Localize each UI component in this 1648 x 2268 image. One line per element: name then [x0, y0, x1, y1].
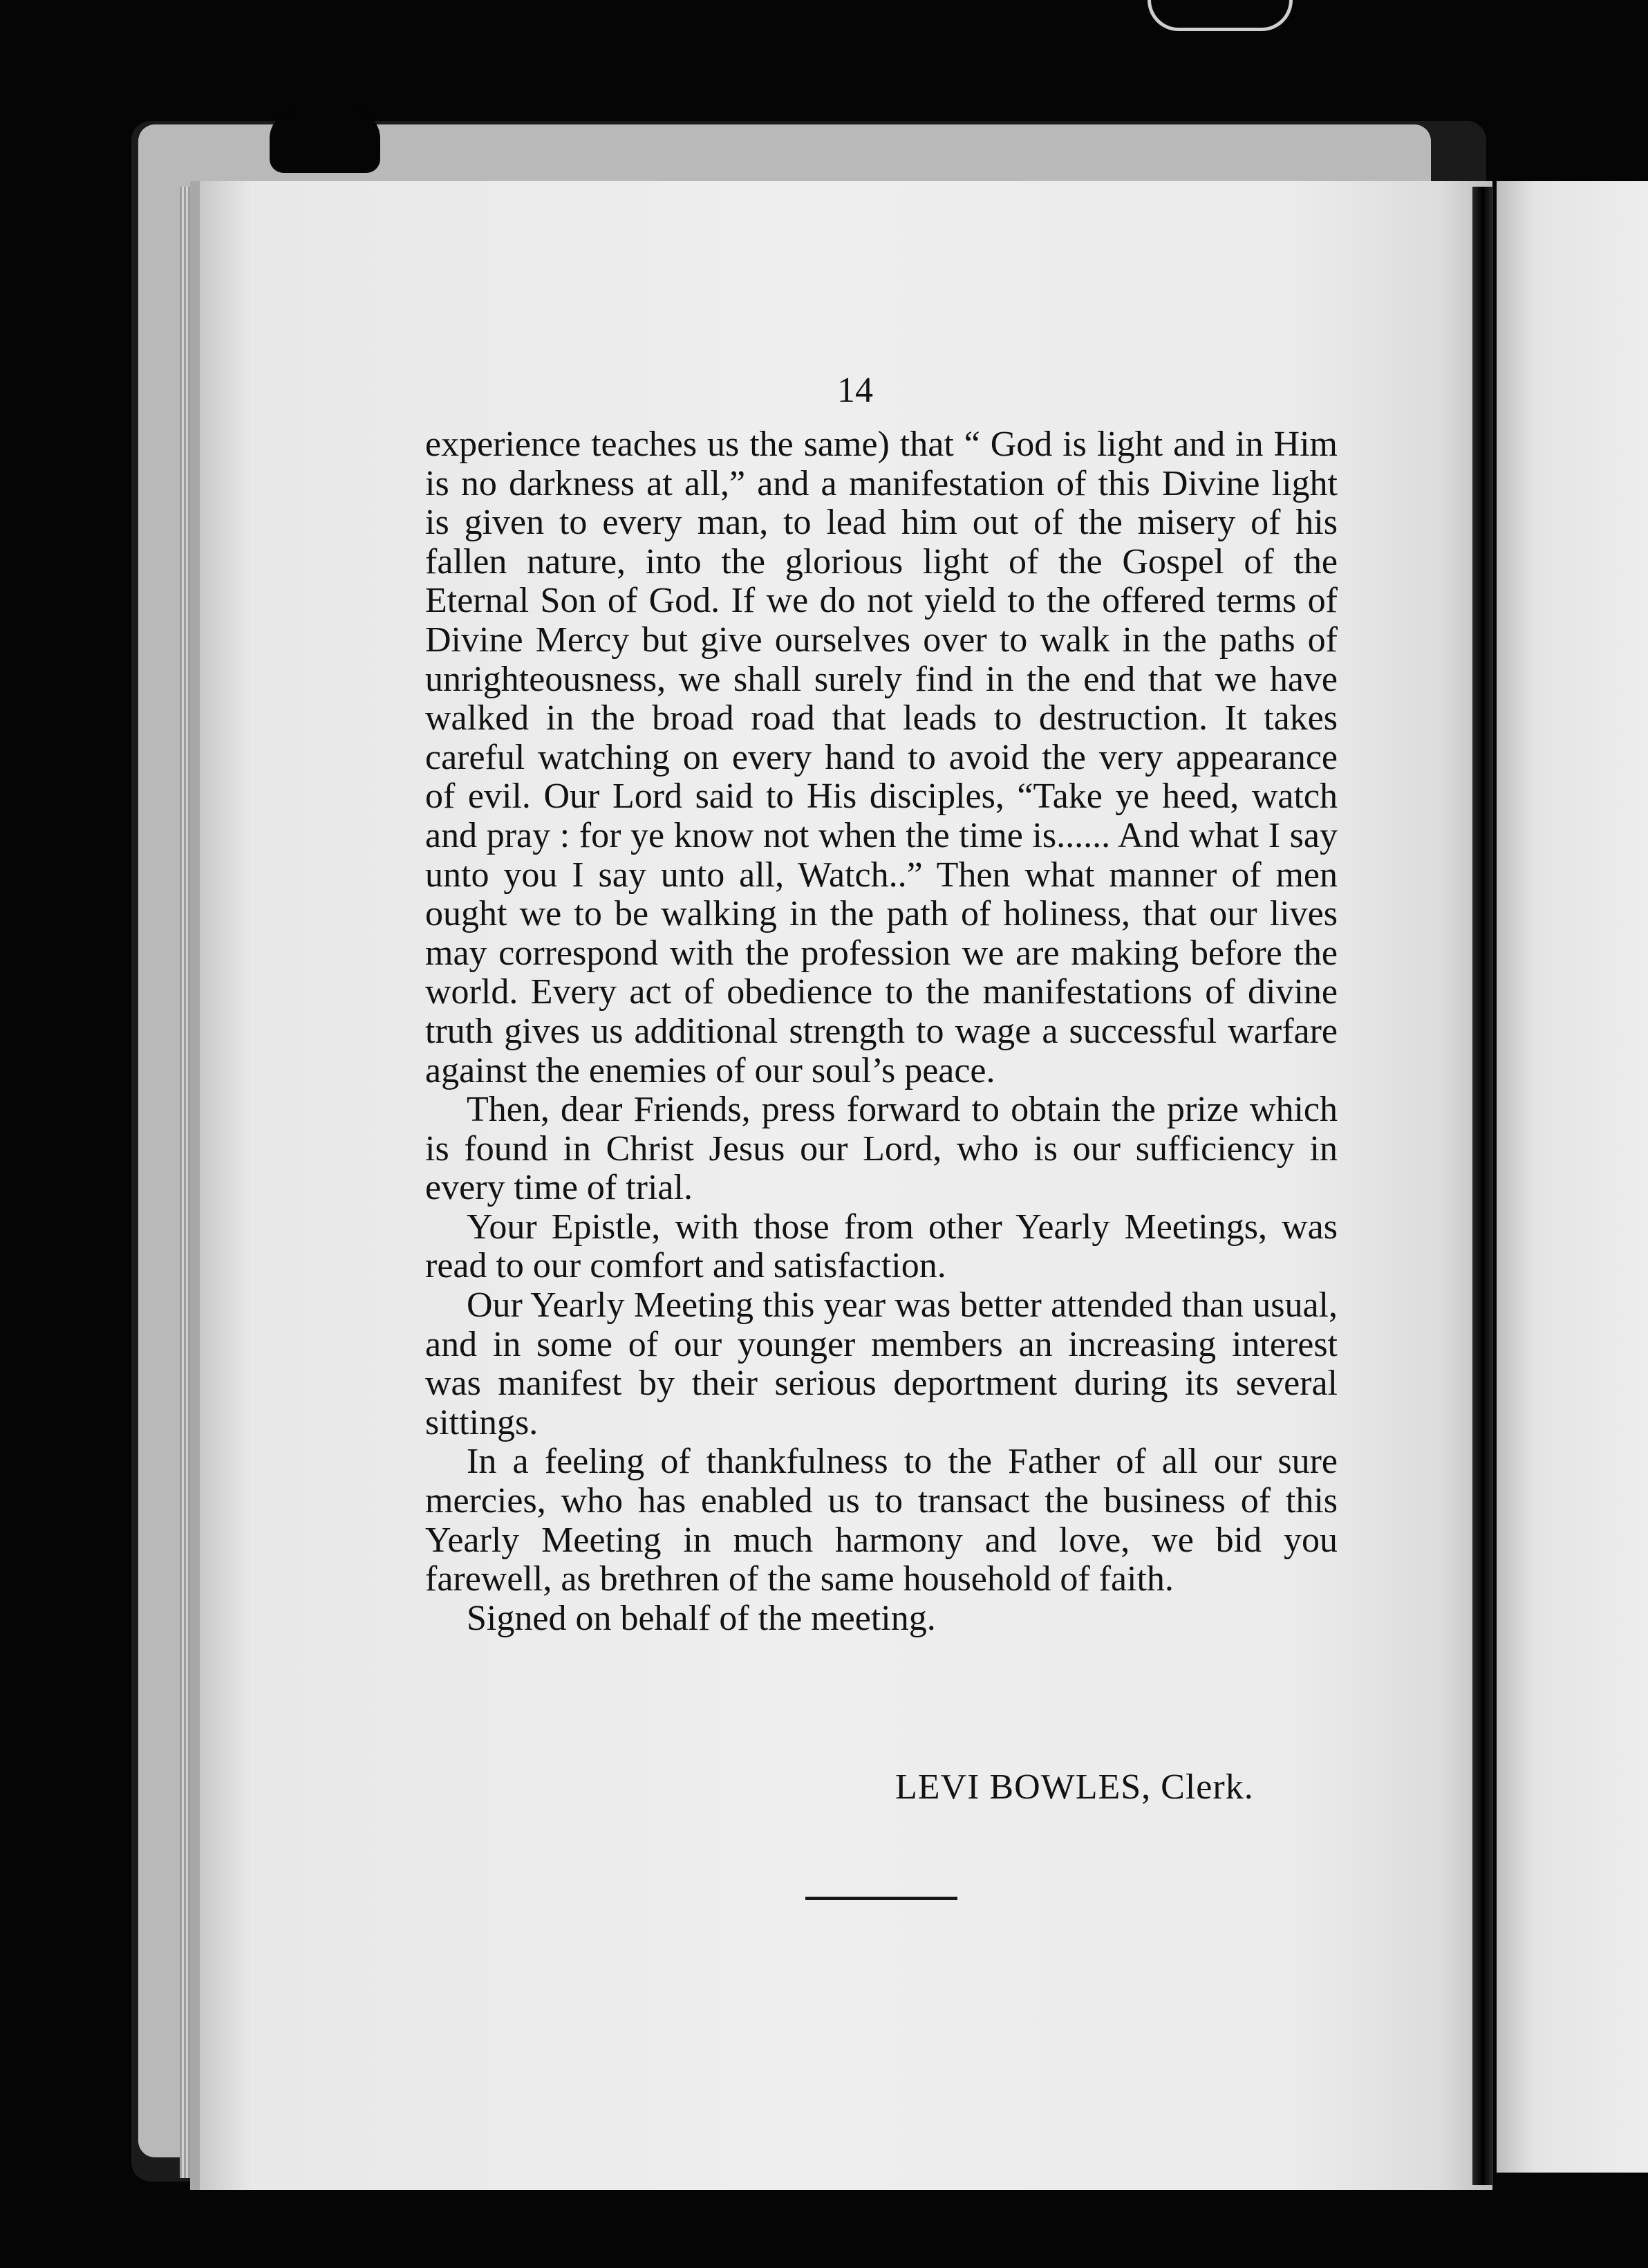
paragraph-5: In a feeling of thankfulness to the Father of all our sure mercies, who has enabled us to transact the business of this Yearly Meeting in much harmony and love, we bid you farewell, as brethren of the same household of faith. [425, 1442, 1338, 1599]
paragraph-4: Our Yearly Meeting this year was better attended than usual, and in some of our younger members an increasing interest was manifest by their serious deportment during its several sittings. [425, 1285, 1338, 1442]
divider-rule [805, 1897, 957, 1900]
paragraph-1: experience teaches us the same) that “ God is light and in Him is no darkness at all,” and a manifestation of this Divine light is given to every man, to lead him out of the misery of his fallen nature, into the glorious light of the Gospel of the Eternal Son of God. If we do not yield to the offered terms of Divine Mercy but give ourselves over to walk in the paths of unrighteousness, we shall surely find in the end that we have walked in the broad road that leads to destruction. It takes careful watching on every hand to avoid the very appearance of evil. Our Lord said to His disciples, “Take ye heed, watch and pray : for ye know not when the time is...... And what I say unto you I say unto all, Watch..” Then what manner of men ought we to be walking in the path of holiness, that our lives may correspond with the profession we are making before the world. Every act of obedience to the manifestations of divine truth gives us additional strength to wage a successful warfare against the enemies of our soul’s peace. [425, 425, 1338, 1090]
scrap-mark [1148, 0, 1293, 31]
binding-clip [270, 111, 380, 173]
paragraph-6: Signed on behalf of the meeting. [467, 1598, 936, 1638]
paragraph-3: Your Epistle, with those from other Yearly Meetings, was read to our comfort and satisfaction. [425, 1207, 1338, 1286]
book-gutter [1472, 187, 1493, 2185]
paragraph-2: Then, dear Friends, press forward to obtain the prize which is found in Christ Jesus our Lord, who is our sufficiency in every time of trial. [425, 1090, 1338, 1208]
facing-page [1497, 181, 1648, 2173]
page-number: 14 [837, 371, 873, 410]
signature: LEVI BOWLES, Clerk. [895, 1767, 1254, 1807]
body-text [425, 425, 1338, 1638]
